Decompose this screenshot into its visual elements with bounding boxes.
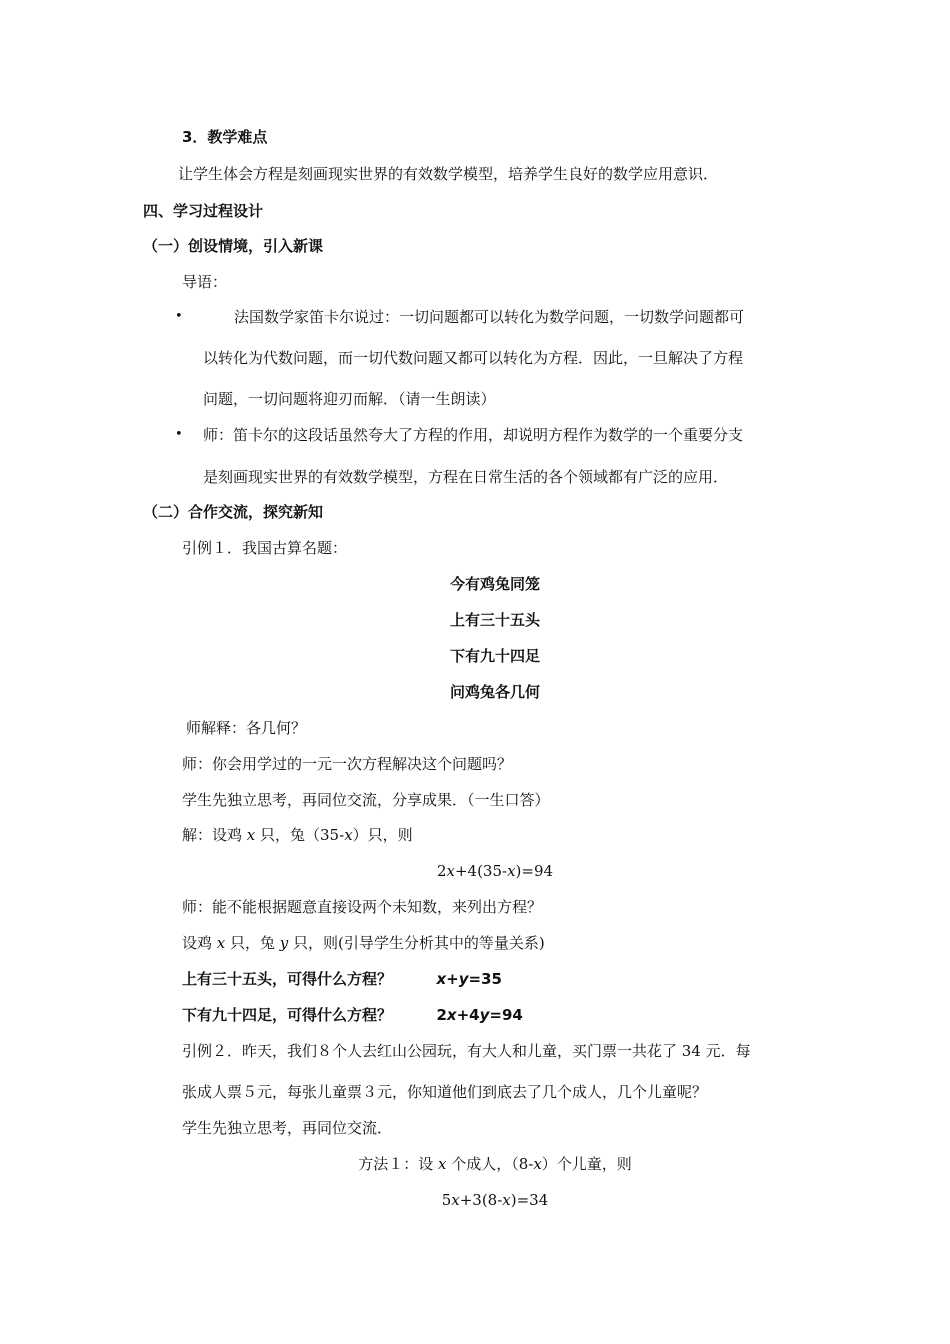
bullet1-line2: 以转化为代数问题，而一切代数问题又都可以转化为方程．因此，一旦解决了方程 (203, 349, 744, 367)
method1-line: 方法１：设 x 个成人，（8-x）个儿童，则 (358, 1155, 632, 1173)
question-feet: 下有九十四足，可得什么方程？ 2x+4y=94 (182, 1006, 523, 1024)
students-think: 学生先独立思考，再同位交流，分享成果．（一生口答） (182, 791, 550, 809)
bullet2-line1: 师：笛卡尔的这段话虽然夸大了方程的作用，却说明方程作为数学的一个重要分支 (203, 426, 744, 444)
example2-line1: 引例２．昨天，我们８个人去红山公园玩，有大人和儿童，买门票一共花了 34 元．每 (182, 1042, 751, 1060)
bullet-marker: • (175, 427, 183, 442)
poem-line: 上有三十五头 (449, 611, 540, 629)
question-heads: 上有三十五头，可得什么方程？ x+y=35 (182, 970, 502, 988)
example2-line2: 张成人票５元，每张儿童票３元，你知道他们到底去了几个成人，几个儿童呢？ (182, 1083, 708, 1101)
section3-heading: 3．教学难点 (182, 128, 268, 146)
solution-line: 解：设鸡 x 只，兔（35-x）只，则 (182, 826, 413, 844)
poem-line: 下有九十四足 (449, 647, 540, 665)
intro-label: 导语： (182, 273, 228, 291)
two-variable-setup: 设鸡 x 只，兔 y 只，则(引导学生分析其中的等量关系) (182, 934, 545, 952)
teacher-question-1: 师：你会用学过的一元一次方程解决这个问题吗？ (182, 755, 513, 773)
bullet2-line2: 是刻画现实世界的有效数学模型，方程在日常生活的各个领域都有广泛的应用． (203, 468, 729, 486)
bullet1-line3: 问题，一切问题将迎刃而解．（请一生朗读） (203, 390, 496, 408)
poem-line: 今有鸡兔同笼 (449, 575, 540, 593)
bullet1-line1: 法国数学家笛卡尔说过：一切问题都可以转化为数学问题，一切数学问题都可 (234, 308, 745, 326)
teacher-question-2: 师：能不能根据题意直接设两个未知数，来列出方程？ (182, 898, 543, 916)
section4-heading: 四、学习过程设计 (143, 202, 264, 220)
part1-heading: （一）创设情境，引入新课 (143, 237, 324, 255)
teacher-explain: 师解释：各几何？ (186, 719, 307, 737)
example1-intro: 引例１．我国古算名题： (182, 539, 348, 557)
poem-line: 问鸡兔各几何 (449, 683, 540, 701)
equation-chicken-rabbit: 2x+4(35-x)=94 (436, 862, 554, 880)
section3-body: 让学生体会方程是刻画现实世界的有效数学模型，培养学生良好的数学应用意识． (178, 165, 719, 183)
equation-tickets: 5x+3(8-x)=34 (441, 1191, 549, 1209)
students-think-2: 学生先独立思考，再同位交流． (182, 1119, 393, 1137)
bullet-marker: • (175, 309, 183, 324)
part2-heading: （二）合作交流，探究新知 (143, 503, 324, 521)
